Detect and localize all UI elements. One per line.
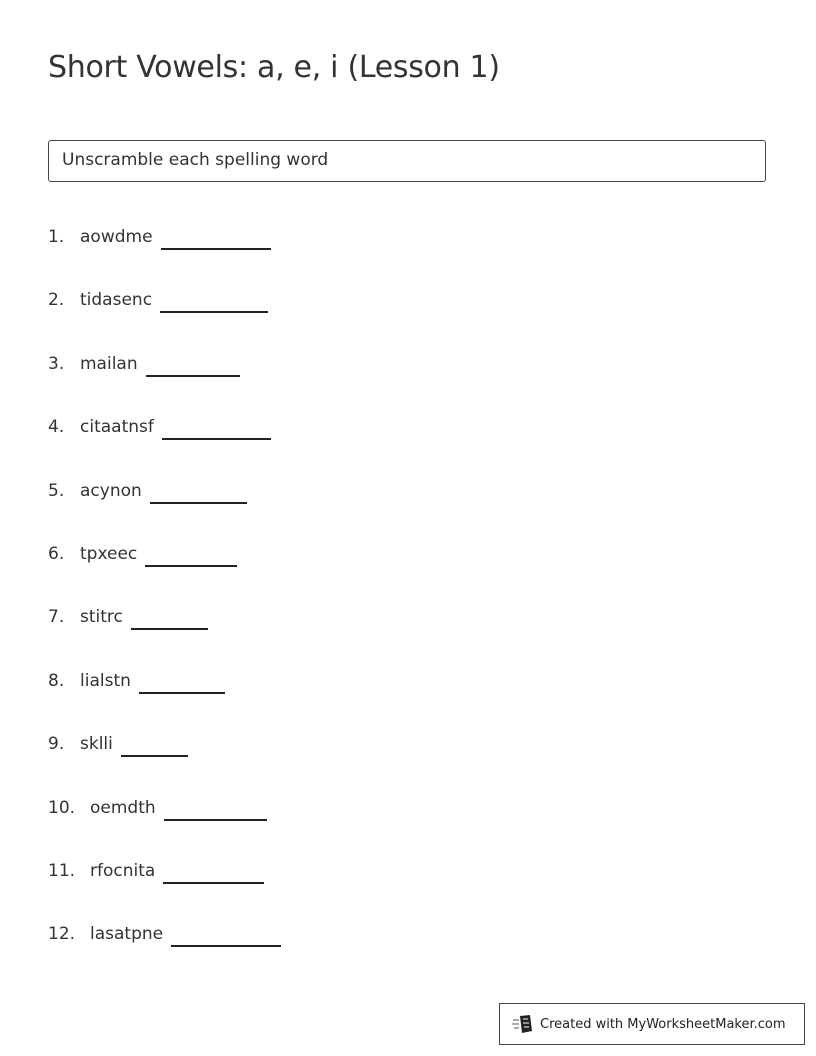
footer-text: Created with MyWorksheetMaker.com — [540, 1016, 786, 1032]
answer-blank[interactable] — [131, 627, 208, 630]
instructions-box: Unscramble each spelling word — [48, 140, 766, 182]
page-title: Short Vowels: a, e, i (Lesson 1) — [48, 50, 500, 85]
answer-blank[interactable] — [121, 754, 188, 757]
list-item — [48, 221, 271, 247]
list-item — [48, 601, 208, 627]
list-item — [48, 411, 271, 437]
list-item — [48, 665, 225, 691]
item-number: 7. — [48, 607, 65, 628]
item-number: 8. — [48, 670, 65, 691]
scrambled-word: tpxeec — [80, 544, 138, 564]
item-number: 2. — [48, 290, 65, 311]
scrambled-word: mailan — [80, 353, 138, 374]
scrambled-word: rfocnita — [90, 861, 156, 881]
list-item — [48, 538, 237, 564]
list-item — [48, 348, 240, 374]
item-number: 4. — [48, 417, 65, 438]
scrambled-word: lasatpne — [90, 924, 164, 945]
answer-blank[interactable] — [171, 944, 281, 947]
answer-blank[interactable] — [146, 374, 240, 377]
item-number: 9. — [48, 734, 65, 755]
scrambled-word: citaatnsf — [80, 417, 154, 438]
list-item — [48, 918, 281, 944]
footer-badge[interactable] — [499, 1003, 805, 1045]
answer-blank[interactable] — [161, 247, 271, 250]
scrambled-word: lialstn — [80, 670, 131, 691]
answer-blank[interactable] — [164, 818, 267, 821]
list-item — [48, 284, 268, 310]
item-number: 3. — [48, 353, 65, 374]
item-number: 11. — [48, 861, 76, 881]
answer-blank[interactable] — [145, 564, 237, 567]
scrambled-word: tidasenc — [80, 290, 153, 311]
list-item — [48, 855, 264, 881]
answer-blank[interactable] — [139, 691, 225, 694]
list-item — [48, 728, 188, 754]
item-number: 5. — [48, 480, 65, 501]
list-item — [48, 475, 247, 501]
item-number: 6. — [48, 544, 65, 564]
answer-blank[interactable] — [163, 881, 264, 884]
answer-blank[interactable] — [162, 437, 271, 440]
scrambled-word: stitrc — [80, 607, 123, 628]
list-item — [48, 792, 267, 818]
item-number: 12. — [48, 924, 76, 945]
answer-blank[interactable] — [150, 501, 247, 504]
scrambled-word: acynon — [80, 480, 142, 501]
worksheet-logo-icon — [512, 1014, 534, 1034]
scrambled-word: oemdth — [90, 797, 156, 818]
scrambled-word: sklli — [80, 734, 113, 755]
item-number: 10. — [48, 797, 76, 818]
item-number: 1. — [48, 227, 65, 247]
answer-blank[interactable] — [160, 310, 268, 313]
scrambled-word: aowdme — [80, 227, 153, 247]
